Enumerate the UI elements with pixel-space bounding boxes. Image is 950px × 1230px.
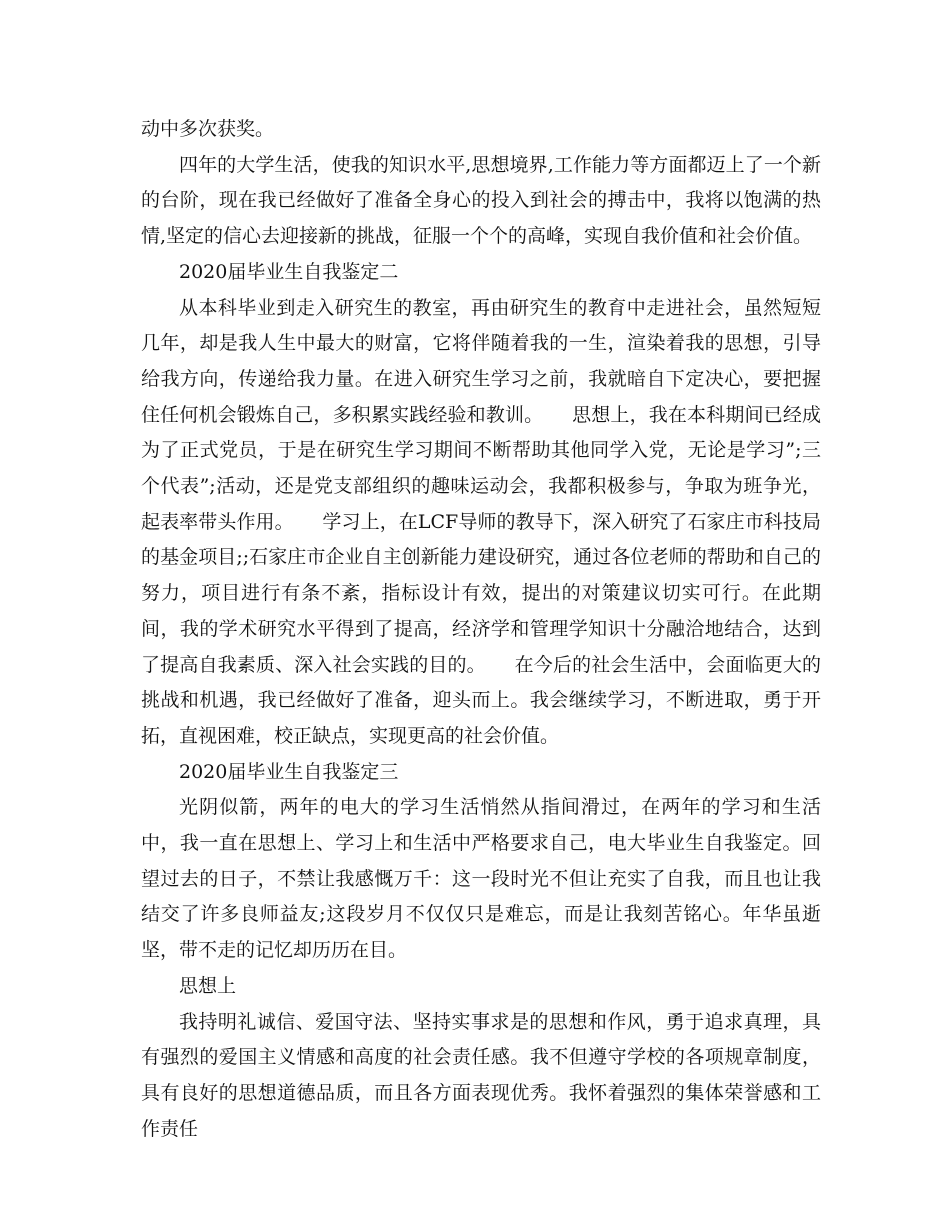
subheading-thought: 思想上 — [179, 974, 237, 997]
paragraph-graduate-study: 从本科毕业到走入研究生的教室，再由研究生的教育中走进社会，虽然短短几年，却是我人生中最大的财富，它将伴随着我的一生，渲染着我的思想，引导给我方向，传递给我力量。在进入研究生学习之前，我就暗自下定决心，要把握住任何机会锻炼自己，多积累实践经验和教训。 思想上，我在本科期间已经成为了正式党员，于是在研究生学习期间不断帮助其他同学入党，无论是学习”;三个代表”;活动，还是党支部组织的趣味运动会，我都积极参与，争取为班争光，起表率带头作用。 学习上，在LCF导师的教导下，深入研究了石家庄市科技局的基金项目;;石家庄市企业自主创新能力建设研究，通过各位老师的帮助和自己的努力，项目进行有条不紊，指标设计有效，提出的对策建议切实可行。在此期间，我的学术研究水平得到了提高，经济学和管理学知识十分融洽地结合，达到了提高自我素质、深入社会实践的目的。 在今后的社会生活中，会面临更大的挑战和机遇，我已经做好了准备，迎头而上。我会继续学习，不断进取，勇于开拓，直视困难，校正缺点，实现更高的社会价值。 — [141, 296, 821, 747]
document-body — [141, 112, 821, 1147]
paragraph-thought: 我持明礼诚信、爱国守法、坚持实事求是的思想和作风，勇于追求真理，具有强烈的爱国主义情感和高度的社会责任感。我不但遵守学校的各项规章制度，具有良好的思想道德品质，而且各方面表现优秀。我怀着强烈的集体荣誉感和工作责任 — [141, 1010, 821, 1140]
paragraph-summary: 四年的大学生活，使我的知识水平,思想境界,工作能力等方面都迈上了一个新的台阶，现在我已经做好了准备全身心的投入到社会的搏击中，我将以饱满的热情,坚定的信心去迎接新的挑战，征服一个个的高峰，实现自我价值和社会价值。 — [141, 153, 821, 248]
section-heading-three: 2020届毕业生自我鉴定三 — [179, 760, 399, 783]
paragraph-continuation: 动中多次获奖。 — [141, 118, 275, 140]
paragraph-tvu-study: 光阴似箭，两年的电大的学习生活悄然从指间滑过，在两年的学习和生活中，我一直在思想上、学习上和生活中严格要求自己，电大毕业生自我鉴定。回望过去的日子，不禁让我感慨万千：这一段时光不但让充实了自我，而且也让我结交了许多良师益友;这段岁月不仅仅只是难忘，而是让我刻苦铭心。年华虽逝坚，带不走的记忆却历历在目。 — [141, 796, 821, 962]
section-heading-two: 2020届毕业生自我鉴定二 — [179, 260, 399, 283]
